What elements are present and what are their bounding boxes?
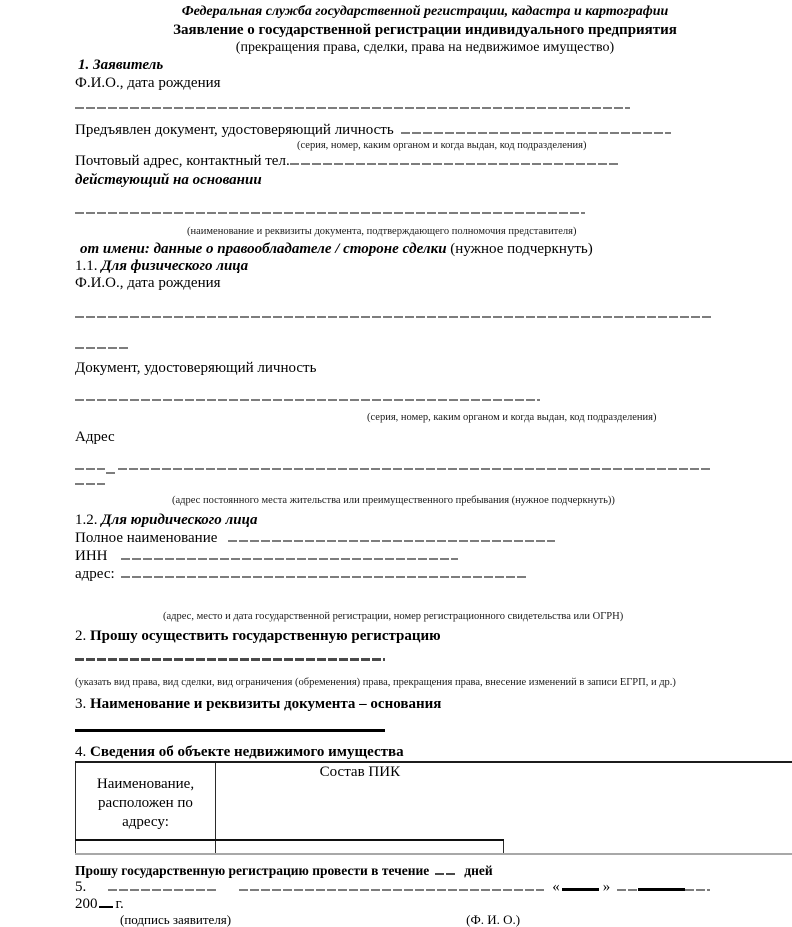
individual-document-blank-line [75,392,792,410]
basis-blank-line [75,205,792,223]
item-5-signature-row [75,879,792,896]
section-1-1-title: Для физического лица [101,258,248,274]
processing-term-prefix: Прошу государственную регистрацию провести в течение [75,863,429,878]
table-empty-cell-1 [76,840,216,854]
signature-blank-line [108,889,218,891]
individual-address-hint: (адрес постоянного места жительства или преимущественного пребывания (нужное подчеркнуть)) [172,494,792,507]
legal-entity-name-row [75,529,792,547]
year-prefix: 200 [75,896,98,912]
individual-fio-blank-line [75,309,792,327]
legal-entity-name-label: Полное наименование [75,530,217,546]
section-1-1-number: 1.1. [75,258,98,274]
table-header-row [76,763,792,840]
identity-document-label: Предъявлен документ, удостоверяющий личность [75,122,394,138]
legal-entity-address-row [75,565,792,583]
section-3-title: Наименование и реквизиты документа – основания [90,696,441,712]
applicant-fio-blank-line [75,100,792,118]
individual-address-label: Адрес [75,429,792,446]
fio-hint: (Ф. И. О.) [466,912,520,927]
month-blank-line-c [685,889,710,891]
date-quote-open: « [552,879,560,895]
table-col2-header-cell [216,763,504,840]
year-suffix: г. [116,896,124,912]
individual-address-blank-line-2 [75,476,792,494]
individual-fio-blank-line-2 [75,340,792,358]
individual-document-hint: (серия, номер, каким органом и когда выдан, код подразделения) [367,411,792,424]
processing-term-row [75,862,792,879]
basis-document-blank-line [75,723,792,741]
section-4-title: Сведения об объекте недвижимого имущества [90,744,404,760]
form-header [75,3,775,56]
inn-row [75,547,792,565]
on-behalf-bold-text: от имени: данные о правообладателе / стороне сделки [80,241,447,257]
month-blank-line-b [638,888,685,891]
legal-entity-address-blank-line [121,576,528,578]
table-empty-cell-3 [504,840,792,854]
year-row [75,896,792,912]
section-2-heading [75,627,792,645]
individual-document-label: Документ, удостоверяющий личность [75,360,792,377]
postal-address-label: Почтовый адрес, контактный тел. [75,153,290,169]
processing-term-suffix: дней [464,863,492,878]
inn-blank-line [121,558,458,560]
month-blank-line-a [617,889,638,891]
legal-entity-hint: (адрес, место и дата государственной регистрации, номер регистрационного свидетельства или ОГРН) [163,610,792,623]
table-empty-row [76,840,792,854]
section-3-number: 3. [75,696,86,712]
section-4-number: 4. [75,744,86,760]
on-behalf-row [75,240,792,258]
section-1-2-number: 1.2. [75,512,98,528]
form-subtitle: (прекращения права, сделки, права на недвижимое имущество) [75,39,775,56]
table-col1-header: Наименование, расположен по адресу: [76,763,215,832]
inn-label: ИНН [75,548,108,564]
section-1-heading: 1. Заявитель [75,56,792,74]
registration-type-blank-line [75,652,792,670]
postal-address-row [75,152,792,171]
form-title: Заявление о государственной регистрации индивидуального предприятия [75,21,775,39]
table-col2-header: Состав ПИК [216,763,504,782]
signature-hint: (подпись заявителя) [120,912,231,927]
section-1-2-heading [75,511,792,529]
identity-document-row [75,121,792,140]
date-quote-close: » [603,879,611,895]
section-1-1-heading [75,258,792,275]
section-3-heading [75,695,792,713]
legal-entity-address-label: адрес: [75,566,115,582]
day-blank-line [562,888,599,891]
property-object-table [75,763,792,855]
section-2-title: Прошу осуществить государственную регистрацию [90,628,441,644]
item-5-number: 5. [75,879,86,895]
section-2-number: 2. [75,628,86,644]
registration-type-hint: (указать вид права, вид сделки, вид ограничения (обременения) права, прекращения права, внесение изменений в записи ЕГРП, и др.) [75,676,792,689]
section-4-heading [75,744,792,763]
basis-hint: (наименование и реквизиты документа, подтверждающего полномочия представителя) [187,225,792,238]
signature-hints-row [75,912,792,927]
on-behalf-note: (нужное подчеркнуть) [450,241,592,257]
identity-document-hint: (серия, номер, каким органом и когда выдан, код подразделения) [297,140,792,152]
agency-title: Федеральная служба государственной регистрации, кадастра и картографии [75,3,775,21]
individual-address-blank-line [75,461,792,467]
legal-entity-name-blank-line [228,540,555,542]
applicant-fio-label: Ф.И.О., дата рождения [75,74,792,92]
days-blank-line [435,873,456,875]
table-col1-header-cell [76,763,216,840]
year-blank-line [99,906,113,908]
fio-blank-line [239,889,544,891]
acting-on-basis-label: действующий на основании [75,171,792,189]
postal-address-blank-line [290,163,618,165]
identity-document-blank-line [401,132,671,134]
section-1-2-title: Для юридического лица [101,512,257,528]
table-empty-cell-2 [216,840,504,854]
individual-fio-label: Ф.И.О., дата рождения [75,275,792,292]
